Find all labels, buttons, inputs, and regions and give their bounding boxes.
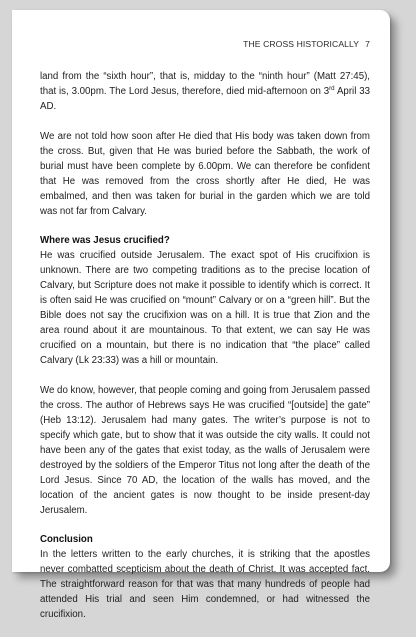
book-page [12,10,390,621]
section-heading-conclusion: Conclusion [40,534,93,546]
paragraph-text-end: April 33 AD. [40,86,370,112]
paragraph-outside-jerusalem: He was crucified outside Jerusalem. The exact spot of His crucifixion is unknown. There are two competing traditions as to the precise location of Calvary, but Scripture does not make it possible to identify which is correct. It is often said He was crucified on “mount” Calvary or on a “green hill”. But the Bible does not say the crucifixion was on a hill. It is true that Zion and the area round about it are mountainous. To that extent, we can say He was crucified on a mountain, but there is no indication that “the place” called Calvary (Lk 23:33) was a hill or mountain. [40,250,370,367]
section-heading-where-crucified: Where was Jesus crucified? [40,235,170,247]
page-body [40,69,370,637]
paragraph-burial: We are not told how soon after He died that His body was taken down from the cross. But, given that He was buried before the Sabbath, the work of burial must have been complete by 6.00pm. We can therefore be confident that He was removed from the cross shortly after He died, He was embalmed, and then was taken for burial in the garden which we are told was not far from Calvary. [40,130,370,217]
page-number: 7 [365,39,370,49]
ordinal-superscript: rd [329,84,335,92]
paragraph-gates: We do know, however, that people coming and going from Jerusalem passed the cross. The author of Hebrews says He was crucified “[outside] the gate” (Heb 13:12). Jerusalem had many gates. The writer’s purpose is not to specify which gate, but to show that it was outside the city walls. It could not have been any of the gates that exist today, as the walls of Jerusalem were destroyed by the soldiers of the Emperor Titus not long after the death of the Lord Jesus. Since 70 AD, the location of the walls has moved, and the location of the ancient gates is now thought to be inside present-day Jerusalem. [40,384,370,516]
paragraph-sixth-hour [40,69,370,114]
running-title: THE CROSS HISTORICALLY [243,39,360,49]
running-header [243,39,370,49]
paragraph-text: land from the “sixth hour”, that is, midday to the “ninth hour” (Matt 27:45), that is, 3.00pm. The Lord Jesus, therefore, died mid-afternoon on 3 [40,71,370,97]
paragraph-conclusion: In the letters written to the early churches, it is striking that the apostles never combatted scepticism about the death of Christ. It was accepted fact. The straightforward reason for that was that many hundreds of people had attended His trial and seen Him condemned, or had witnessed the crucifixion. [40,549,370,621]
